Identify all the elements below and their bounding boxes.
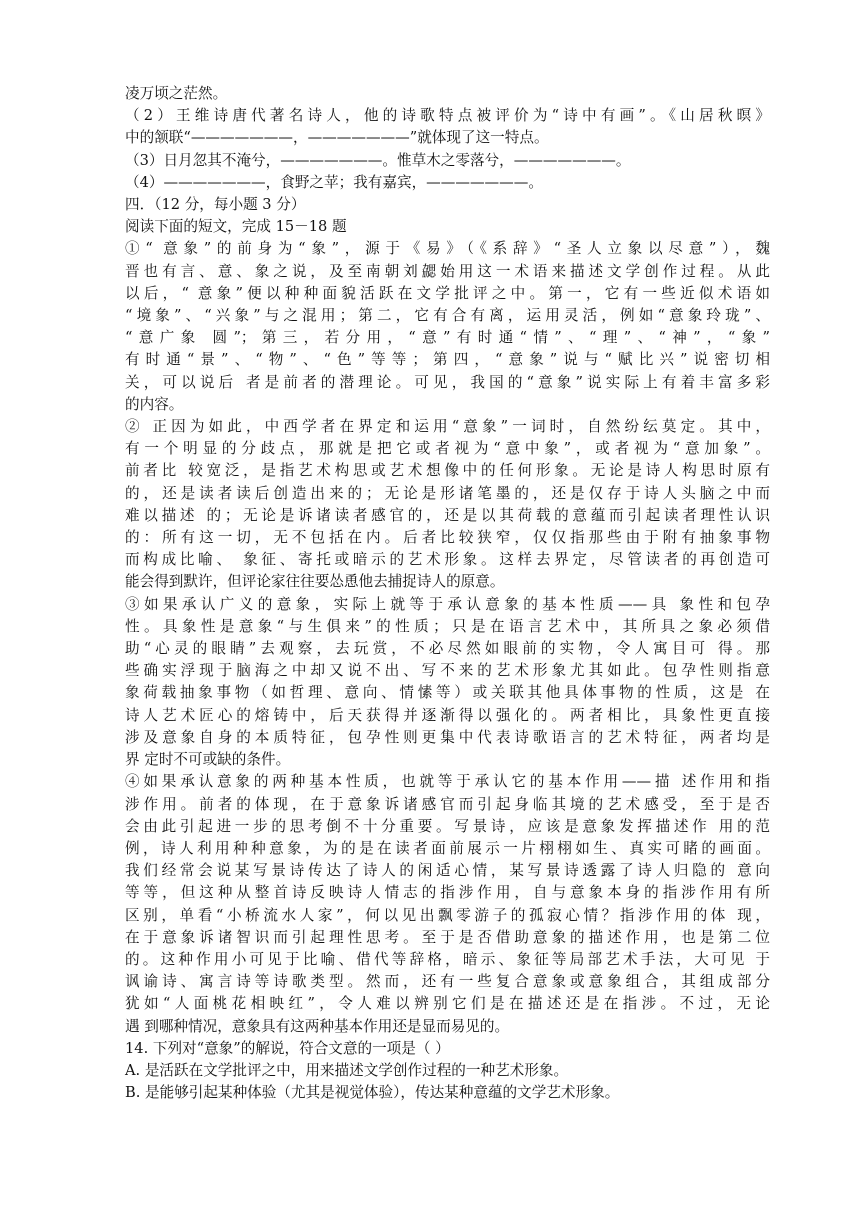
text-line: （2）王维诗唐代著名诗人，他的诗歌特点被评价为“诗中有画”。《山居秋暝》 [125,107,770,125]
text-line: 诗人艺术匠心的熔铸中，后天获得并逐渐得以强化的。两者相比，具象性更直接 [125,706,770,724]
text-line: 遇 到哪种情况，意象具有这两种基本作用还是显而易见的。 [125,1017,510,1035]
text-line: 我们经常会说某写景诗传达了诗人的闲适心情，某写景诗透露了诗人归隐的 意向 [125,862,770,880]
text-line: “意广象 圆”；第三，若分用，“意”有时通“情”、“理”、“神”，“象” [125,329,770,347]
text-line: 关，可以说后 者是前者的潜理论。可见，我国的“意象”说实际上有着丰富多彩 [125,373,770,391]
text-line: 有时通“景”、“物”、“色”等等；第四，“意象”说与“赋比兴”说密切相 [125,351,770,369]
text-line: B. 是能够引起某种体验（尤其是视觉体验），传达某种意蕴的文学艺术形象。 [125,1084,620,1102]
text-line: ①“ 意象”的前身为“象”，源于《易》（《系辞》“圣人立象以尽意”），魏 [125,240,770,258]
text-line: ④如果承认意象的两种基本性质，也就等于承认它的基本作用——描 述作用和指 [125,773,770,791]
text-line: ③如果承认广义的意象，实际上就等于承认意象的基本性质——具 象性和包孕 [125,595,770,613]
text-line: 四．（12 分，每小题 3 分） [125,196,306,214]
text-line: A. 是活跃在文学批评之中，用来描述文学创作过程的一种艺术形象。 [125,1061,569,1079]
text-line: （4）———————，食野之苹；我有嘉宾，———————。 [125,173,543,191]
text-line: 性。具象性是意象“与生俱来”的性质；只是在语言艺术中，其所具之象必须借 [125,617,770,635]
text-line: 以后，“ 意象”便以种种面貌活跃在文学批评之中。第一，它有一些近似术语如 [125,284,770,302]
text-line: 14. 下列对“意象”的解说，符合文意的一项是（ ） [125,1039,450,1057]
text-line: 例，诗人利用种种意象，为的是在读者面前展示一片栩栩如生、真实可睹的画面。 [125,839,770,857]
text-line: 有一个明显的分歧点，那就是把它或者视为“意中象”，或者视为“意加象”。 [125,440,770,458]
text-line: 助“心灵的眼睛”去观察，去玩赏，不必尽然如眼前的实物，令人寓目可 得。那 [125,640,770,658]
text-line: （3）日月忽其不淹兮，———————。惟草木之零落兮，———————。 [125,151,631,169]
text-line: 会由此引起进一步的思考倒不十分重要。写景诗，应该是意象发挥描述作 用的范 [125,817,770,835]
text-line: 而构成比喻、 象征、寄托或暗示的艺术形象。这样去界定，尽管读者的再创造可 [125,551,770,569]
document-body [125,83,770,1104]
text-line: 中的颔联“———————，———————”就体现了这一特点。 [125,129,549,147]
text-line: 在于意象诉诸智识而引起理性思考。至于是否借助意象的描述作用，也是第二位 [125,928,770,946]
text-line: 等等，但这种从整首诗反映诗人情志的指涉作用，自与意象本身的指涉作用有所 [125,884,770,902]
text-line: 象荷载抽象事物（如哲理、意向、情愫等）或关联其他具体事物的性质，这是 在 [125,684,770,702]
text-line: 晋也有言、意、象之说，及至南朝刘勰始用这一术语来描述文学创作过程。从此 [125,262,770,280]
text-line: 些确实浮现于脑海之中却又说不出、写不来的艺术形象尤其如此。包孕性则指意 [125,662,770,680]
text-line: 的。这种作用小可见于比喻、借代等辞格，暗示、象征等局部艺术手法，大可见 于 [125,950,770,968]
text-line: “境象”、“兴象”与之混用；第二，它有合有离，运用灵活，例如“意象玲珑”、 [125,307,770,325]
text-line: 前者比 较宽泛，是指艺术构思或艺术想像中的任何形象。无论是诗人构思时原有 [125,462,770,480]
text-line: 凌万顷之茫然。 [125,85,228,102]
text-line: 的：所有这一切，无不包括在内。后者比较狭窄，仅仅指那些由于附有抽象事物 [125,529,770,547]
text-line: 难以描述 的；无论是诉诸读者感官的，还是以其荷载的意蕴而引起读者理性认识 [125,506,770,524]
text-line: 界 定时不可或缺的条件。 [125,751,291,769]
text-line: 的，还是读者读后创造出来的；无论是形诸笔墨的，还是仅存于诗人头脑之中而 [125,484,770,502]
text-line: 讽谕诗、寓言诗等诗歌类型。然而，还有一些复合意象或意象组合，其组成部分 [125,973,770,991]
text-line: 区别，单看“小桥流水人家”，何以见出飘零游子的孤寂心情？指涉作用的体 现， [125,906,770,924]
text-line: 涉作用。前者的体现，在于意象诉诸感官而引起身临其境的艺术感受，至于是否 [125,795,770,813]
text-line: ② 正因为如此，中西学者在界定和运用“意象”一词时，自然纷纭莫定。其中， [125,418,770,436]
text-line: 犹如“人面桃花相映红”，令人难以辨别它们是在描述还是在指涉。不过，无论 [125,995,770,1013]
text-line: 的内容。 [125,395,184,413]
text-line: 能会得到默许，但评论家往往要怂恿他去捕捉诗人的原意。 [125,573,505,591]
text-line: 涉及意象自身的本质特征，包孕性则更集中代表诗歌语言的艺术特征，两者均是 [125,728,770,746]
text-line: 阅读下面的短文，完成 15－18 题 [125,218,347,236]
